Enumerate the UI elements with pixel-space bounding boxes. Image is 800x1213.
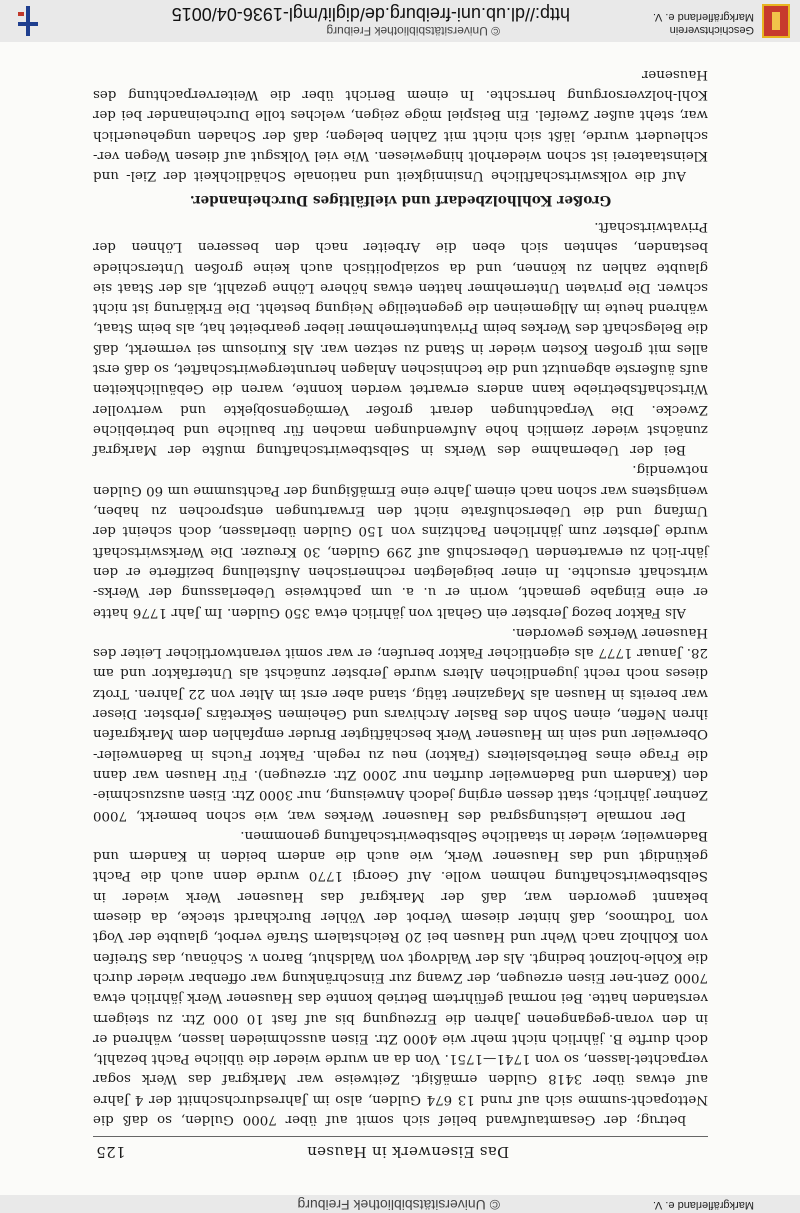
paragraph: Auf die volkswirtschaftliche Unsinnigkeit und nationale Schädlichkeit der Ziel- und Kleinstaaterei ist schon wiederholt hingewiesen. Wie viel Volksgut auf diesen Wegen ver-schleudert wurde, läßt sich nicht mit Zahlen belegen; daß der Schaden ungeheuerlich war, steht außer Zweifel. Ein Beispiel möge zeigen, welches tolle Durcheinander bei der Kohl-holzversorgung herrschte. In einem Bericht über die Weiterverpachtung des Hausener <box>93 66 708 184</box>
header-rule <box>93 1136 708 1137</box>
section-heading: Großer Kohlholzbedarf und vielfältiges Durcheinander. <box>189 191 612 208</box>
library-banner-top <box>0 0 800 42</box>
copyright-notice: © Universitätsbibliothek Freiburg <box>326 24 500 38</box>
paragraph: betrug; der Gesamtaufwand belief sich somit auf über 7000 Gulden, so daß die Nettopacht-summe sich auf rund 13 674 Gulden, also im Jahresdurchschnitt der 4 Jahre auf etwas über 3418 Gulden ermäßigt. Zeitweise war Markgraf das Werk sogar verpachtet-lassen, so von 1741—1751. Von da an wurde wieder die übliche Pacht bezahlt, doch durfte B. jährlich nicht mehr wie 4000 Ztr. Eisen ausschmieden lassen, während er in den voran-gegangenen Jahren die Erzeugung bis auf fast 10 000 Ztr. zu steigern verstanden hatte. Bei normal geführtem Betrieb konnte das Hausener Werk jährlich etwa 7000 Zent-ner Eisen erzeugen, der Zwang zur Einschränkung war offenbar wieder durch die Kohle-holznot bedingt. Als der Waldvogt von Waldshut, Baron v. Schönau, das Streifen von Kohlholz nach Wehr und Hausen bei 20 Reichstalern Strafe verbot, glaubte der Vogt von Todtmoos, daß hinter diesem Verbot der Vöhler Burckhardt stecke, da diesem bekannt geworden war, daß der Markgraf das Hausener Werk wieder in Selbstbewirtschaftung nehmen wolle. Auf Georgi 1770 wurde denn auch die Pacht gekündigt und das Hausener Werk, wie auch die andern beiden in Kandern und Badenweiler, wieder in staatliche Selbstbewirtschaftung genommen. <box>93 827 708 1127</box>
document-url-link[interactable]: http://dl.ub.uni-freiburg.de/diglit/mgl-1936-04/0015 <box>171 4 570 24</box>
paragraph: Der normale Leistungsgrad des Hausener Werkes war, wie schon bemerkt, 7000 Zentner jährlich; statt dessen erging jedoch Anweisung, nur 3000 Ztr. Eisen auszuschmie-den (Kandern und Badenweiler durften nur 2000 Ztr. erzeugen). Für Hausen war dann die Frage eines Betriebsleiters (Faktor) neu zu regeln. Faktor Fuchs in Badenweiler-Oberweiler und sein im Hausener Werk beschäftigter Bruder empfahlen dem Markgrafen ihren Neffen, einen Sohn des Basler Archivars und Geheimen Sekretärs Jerbster. Dieser war bereits in Hausen als Magaziner tätig, stand aber erst im Alter von 22 Jahren. Trotz dieses noch recht jugendlichen Alters wurde Jerbster zunächst als Unterfaktor und am 28. Januar 1777 als eigentlicher Faktor berufen; er war somit verantwortlicher Leiter des Hausener Werkes geworden. <box>93 624 708 823</box>
copyright-notice-bottom: © Universitätsbibliothek Freiburg <box>297 1197 500 1213</box>
society-coat-of-arms-icon <box>762 4 790 38</box>
society-name-bottom: Markgräflerland e. V. <box>652 1199 754 1211</box>
body-text <box>93 66 708 1129</box>
library-banner-bottom <box>0 1195 800 1213</box>
society-name: Geschichtsverein Markgräflerland e. V. <box>652 11 754 36</box>
paragraph: Bei der Uebernahme des Werks in Selbstbewirtschaftung mußte der Markgraf zunächst wieder ziemlich hohe Aufwendungen machen für bauliche und betriebliche Zwecke. Die Verpachtungen derart großer Vermögensobjekte und wertvoller Wirtschaftsbetriebe kann anders erwartet werden konnte, waren die Gebäulichkeiten aufs äußerste abgenutzt und die technischen Anlagen heruntergewirtschaftet, so daß erst alles mit großen Kosten wieder in Stand zu setzen war. Als Kuriosum sei vermerkt, daß die Belegschaft des Werkes beim Privatunternehmer lieber gearbeitet hat, als beim Staat, während heute im Allgemeinen die gegenteilige Neigung besteht. Die Erklärung ist nicht schwer. Die privaten Unternehmer hatten etwas höhere Löhne gezahlt, als der Staat sie glaubte zahlen zu können, und da sozialpolitisch auch keine großen Unterschiede bestanden, sehnten sich eben die Arbeiter nach den besseren Löhnen der Privatwirtschaft. <box>93 218 708 458</box>
page-number: 125 <box>96 1143 126 1161</box>
university-library-logo-icon <box>18 6 38 36</box>
paragraph: Als Faktor bezog Jerbster ein Gehalt von jährlich etwa 350 Gulden. Im Jahr 1776 hatte er eine Eingabe gemacht, worin er u. a. um pachtweise Ueberlassung der Werks-wirtschaft ersuchte. In einer beigelegten rechnerischen Aufstellung bezifferte er den jähr-lich zu erwartenden Ueberschuß auf 299 Gulden, 30 Kreuzer. Die Werkswirtschaft wurde Jerbster zum jährlichen Pachtzins von 150 Gulden überlassen, doch scheint der Umfang und die Ueberschußrate nicht den Erwartungen entsprochen zu haben, wenigstens war schon nach einem Jahre eine Ermäßigung der Pachtsumme um 60 Gulden notwendig. <box>93 462 708 620</box>
running-title: Das Eisenwerk in Hausen <box>306 1143 510 1161</box>
